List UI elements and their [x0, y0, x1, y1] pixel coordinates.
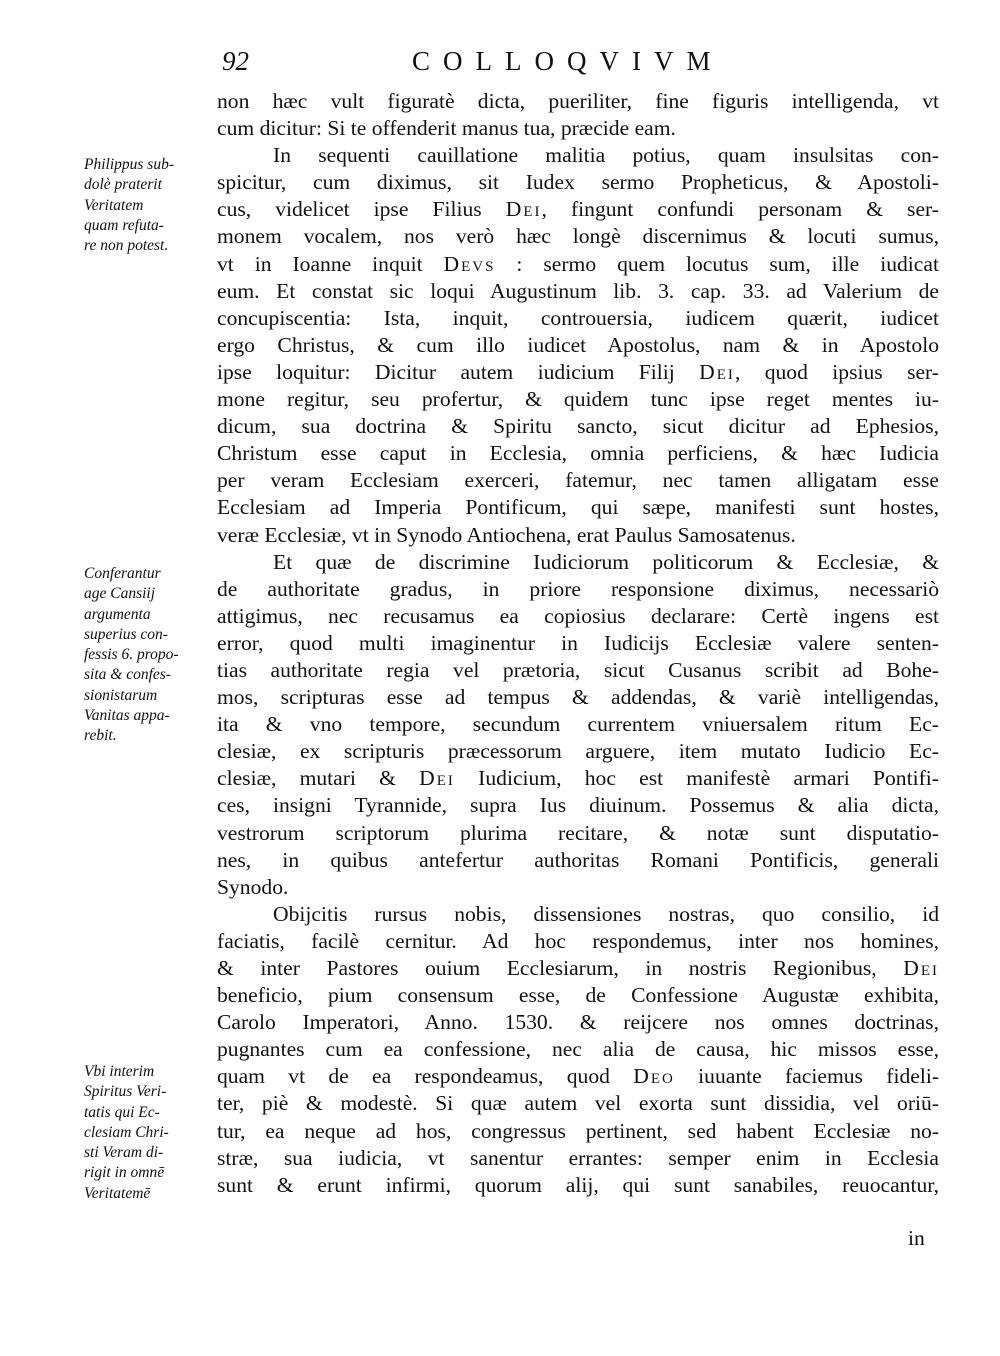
- divine-name: Dei: [699, 359, 735, 384]
- text-line: Ecclesiam ad Imperia Pontificum, qui sæpe, manifesti sunt hostes,: [217, 495, 939, 520]
- text-line: per veram Ecclesiam exerceri, fatemur, nec tamen alligatam esse: [217, 468, 939, 493]
- text-line: ces, insigni Tyrannide, supra Ius diuinum. Possemus & alia dicta,: [217, 793, 939, 818]
- text-line: ter, piè & modestè. Si quæ autem vel exorta sunt dissidia, vel oriū-: [217, 1091, 939, 1116]
- text-line: ita & vno tempore, secundum currentem vniuersalem ritum Ec-: [217, 712, 939, 737]
- catchword: in: [908, 1226, 925, 1250]
- text-line: error, quod multi imaginentur in Iudicijs Ecclesiæ valere senten-: [217, 630, 939, 655]
- margin-note-line: sita & confes-: [84, 666, 171, 684]
- text-fragment: , fingunt confundi personam & ser-: [541, 197, 939, 222]
- text-fragment: , quod ipsius ser-: [734, 359, 939, 384]
- text-line: In sequenti cauillatione malitia potius, quam insulsitas con-: [273, 143, 939, 168]
- text-line: Carolo Imperatori, Anno. 1530. & reijcere nos omnes doctrinas,: [217, 1010, 939, 1035]
- margin-note-line: argumenta: [84, 605, 151, 623]
- text-line: monem vocalem, nos verò hæc longè discernimus & locuti sumus,: [217, 224, 939, 249]
- margin-note-line: Conferantur: [84, 565, 161, 582]
- text-fragment: iuuante faciemus fideli-: [698, 1064, 939, 1089]
- text-line: veræ Ecclesiæ, vt in Synodo Antiochena, erat Paulus Samosatenus.: [217, 522, 796, 547]
- margin-note-line: superius con-: [84, 625, 168, 643]
- divine-name: Deo: [633, 1064, 675, 1089]
- main-text-block: [217, 88, 939, 1199]
- margin-note-line: sionistarum: [84, 686, 158, 704]
- text-line: [217, 765, 939, 792]
- text-line: tur, ea neque ad hos, congressus pertinent, sed habent Ecclesiæ no-: [217, 1118, 939, 1143]
- margin-note-line: Veritatemē: [84, 1184, 151, 1202]
- divine-name: Dei: [505, 197, 542, 222]
- divine-name: Dei: [419, 766, 455, 791]
- text-line: Et quæ de discrimine Iudiciorum politicorum & Ecclesiæ, &: [273, 549, 939, 574]
- text-fragment: vt in Ioanne inquit: [217, 251, 423, 276]
- text-fragment: quam vt de ea respondeamus, quod: [217, 1064, 610, 1089]
- text-line: mos, scripturas esse ad tempus & addendas, & variè intelligendas,: [217, 685, 939, 710]
- margin-note-line: age Cansiij: [84, 585, 156, 603]
- margin-note-line: rebit.: [84, 727, 117, 745]
- text-line: attigimus, nec recusamus ea copiosius declarare: Certè ingens est: [217, 603, 939, 628]
- margin-note-line: Philippus sub-: [84, 156, 174, 173]
- text-line: ergo Christus, & cum illo iudicet Apostolus, nam & in Apostolo: [217, 332, 939, 357]
- text-line: [217, 359, 939, 386]
- text-line: stræ, sua iudicia, vt sanentur errantes: semper enim in Ecclesia: [217, 1145, 939, 1170]
- margin-note-3: [84, 1062, 206, 1204]
- margin-note-line: Veritatem: [84, 196, 144, 214]
- margin-note-1: [84, 155, 206, 256]
- text-line: nes, in quibus antefertur authoritas Romani Pontificis, generali: [217, 847, 939, 872]
- page-number: 92: [222, 46, 249, 76]
- margin-note-2: [84, 564, 206, 747]
- running-head: COLLOQVIVM: [412, 46, 724, 76]
- margin-note-line: dolè praterit: [84, 176, 162, 194]
- text-line: Christum esse caput in Ecclesia, omnia perficiens, & hæc Iudicia: [217, 441, 939, 466]
- text-line: [217, 251, 939, 278]
- margin-note-line: fessis 6. propo-: [84, 646, 179, 664]
- margin-note-line: Vbi interim: [84, 1063, 155, 1080]
- text-line: de authoritate gradus, in priore responsione diximus, necessariò: [217, 576, 939, 601]
- margin-note-line: quam refuta-: [84, 216, 164, 234]
- text-line: sunt & erunt infirmi, quorum alij, qui sunt sanabiles, reuocantur,: [217, 1172, 939, 1197]
- text-line: concupiscentia: Ista, inquit, controuersia, iudicem quærit, iudicet: [217, 305, 939, 330]
- text-line: [217, 196, 939, 223]
- text-line: non hæc vult figuratè dicta, pueriliter, fine figuris intelligenda, vt: [217, 89, 939, 113]
- margin-note-line: tatis qui Ec-: [84, 1103, 160, 1121]
- text-line: vestrorum scriptorum plurima recitare, & notæ sunt disputatio-: [217, 820, 939, 845]
- divine-name: Dei: [903, 956, 939, 980]
- divine-name: Devs: [443, 251, 496, 276]
- margin-note-line: re non potest.: [84, 237, 169, 255]
- text-line: Synodo.: [217, 874, 289, 899]
- text-line: tias authoritate regia vel prætoria, sicut Cusanus scribit ad Bohe-: [217, 657, 939, 682]
- text-line: [217, 1063, 939, 1090]
- text-line: [217, 955, 939, 982]
- text-line: eum. Et constat sic loqui Augustinum lib. 3. cap. 33. ad Valerium de: [217, 278, 939, 303]
- text-fragment: Iudicium, hoc est manifestè armari Pontifi-: [478, 766, 939, 791]
- text-line: Obijcitis rursus nobis, dissensiones nostras, quo consilio, id: [273, 901, 939, 926]
- text-line: mone regitur, seu profertur, & quidem tunc ipse reget mentes iu-: [217, 387, 939, 412]
- text-line: beneficio, pium consensum esse, de Confessione Augustæ exhibita,: [217, 983, 939, 1008]
- margin-note-line: Spiritus Veri-: [84, 1083, 167, 1101]
- text-fragment: : sermo quem locutus sum, ille iudicat: [516, 251, 939, 276]
- text-line: dicum, sua doctrina & Spiritu sancto, sicut dicitur ad Ephesios,: [217, 414, 939, 439]
- text-line: pugnantes cum ea confessione, nec alia de causa, hic missos esse,: [217, 1037, 939, 1062]
- margin-note-line: clesiam Chri-: [84, 1123, 169, 1141]
- text-line: faciatis, facilè cernitur. Ad hoc respondemus, inter nos homines,: [217, 928, 939, 953]
- text-fragment: cus, videlicet ipse Filius: [217, 197, 482, 222]
- text-line: spicitur, cum diximus, sit Iudex sermo Propheticus, & Apostoli-: [217, 170, 939, 195]
- text-fragment: & inter Pastores ouium Ecclesiarum, in nostris Regionibus,: [217, 956, 877, 980]
- margin-note-line: sti Veram di-: [84, 1144, 164, 1162]
- text-fragment: clesiæ, mutari &: [217, 766, 396, 791]
- margin-note-line: Vanitas appa-: [84, 707, 170, 725]
- text-fragment: ipse loquitur: Dicitur autem iudicium Filij: [217, 359, 675, 384]
- text-line: clesiæ, ex scripturis præcessorum arguere, item mutato Iudicio Ec-: [217, 739, 939, 764]
- text-line: cum dicitur: Si te offenderit manus tua, præcide eam.: [217, 116, 676, 141]
- margin-note-line: rigit in omnē: [84, 1164, 165, 1182]
